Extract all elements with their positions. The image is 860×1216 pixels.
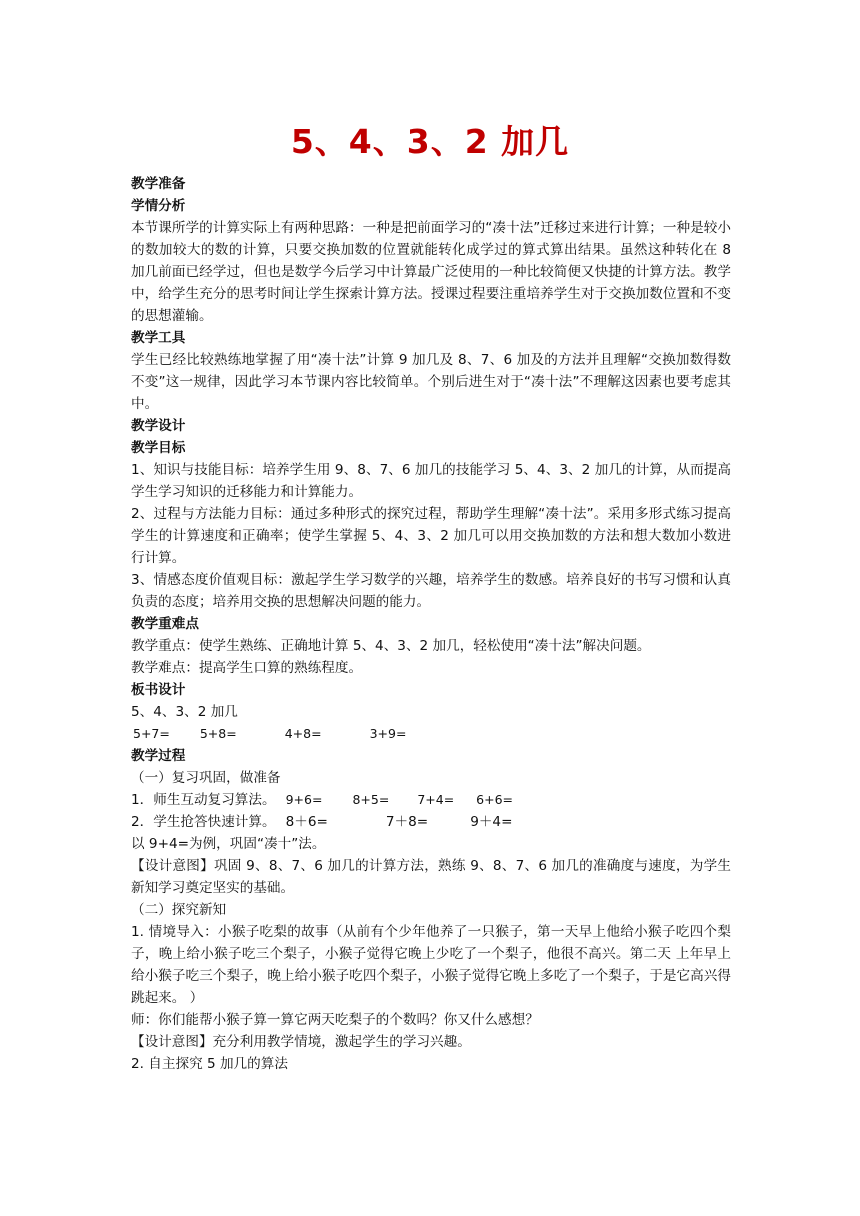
review-expr: 8＋6= — [285, 814, 328, 830]
review-expr: 7+4= — [417, 792, 455, 807]
board-expr: 4+8= — [284, 726, 322, 741]
board-title: 5、4、3、2 加几 — [131, 704, 238, 720]
document-body — [131, 173, 731, 1075]
heading-key-points: 教学重难点 — [131, 616, 199, 632]
goal-item-2: 2、过程与方法能力目标：通过多种形式的探究过程，帮助学生理解“凑十法”。采用多形式练习提高学生的计算速度和正确率；使学生掌握 5、4、3、2 加几可以用交换加数的方法和想大数加小数进行计算。 — [131, 506, 731, 566]
heading-tools: 教学工具 — [131, 330, 186, 346]
review-expr: 8+5= — [352, 792, 390, 807]
page-title: 5、4、3、2 加几 — [290, 122, 570, 161]
key-point: 教学重点：使学生熟练、正确地计算 5、4、3、2 加几，轻松使用“凑十法”解决问题。 — [131, 638, 651, 654]
heading-analysis: 学情分析 — [131, 198, 186, 214]
design-intent-1: 【设计意图】巩固 9、8、7、6 加几的计算方法，熟练 9、8、7、6 加几的准确度与速度，为学生新知学习奠定坚实的基础。 — [131, 858, 731, 896]
review-expr: 6+6= — [476, 792, 514, 807]
heading-design: 教学设计 — [131, 418, 186, 434]
board-expr: 5+7= — [133, 726, 170, 741]
section-review: （一）复习巩固，做准备 — [131, 770, 281, 786]
review-item-2 — [131, 811, 731, 833]
board-expressions — [131, 723, 731, 745]
story-paragraph: 1. 情境导入：小猴子吃梨的故事（从前有个少年他养了一只猴子，第一天早上他给小猴子吃四个梨子，晚上给小猴子吃三个梨子，小猴子觉得它晚上少吃了一个梨子，他很不高兴。第二天 上年早上给小猴子吃三个梨子，晚上给小猴子吃四个梨子，小猴子觉得它晚上多吃了一个梨子，于是它高兴得跳起来。 ） — [131, 924, 731, 1006]
paragraph-analysis: 本节课所学的计算实际上有两种思路：一种是把前面学习的“凑十法”迁移过来进行计算；一种是较小的数加较大的数的计算，只要交换加数的位置就能转化成学过的算式算出结果。虽然这种转化在 8 加几前面已经学过，但也是数学今后学习中计算最广泛使用的一种比较简便又快捷的计算方法。教学中，给学生充分的思考时间让学生探索计算方法。授课过程要注重培养学生对于交换加数位置和不变的思想灌输。 — [131, 220, 731, 324]
heading-goals: 教学目标 — [131, 440, 186, 456]
review-example: 以 9+4=为例，巩固“凑十”法。 — [131, 836, 326, 852]
goal-item-3: 3、情感态度价值观目标：激起学生学习数学的兴趣，培养学生的数感。培养良好的书写习惯和认真负责的态度；培养用交换的思想解决问题的能力。 — [131, 572, 731, 610]
paragraph-tools: 学生已经比较熟练地掌握了用“凑十法”计算 9 加几及 8、7、6 加及的方法并且理解“交换加数得数不变”这一规律，因此学习本节课内容比较简单。个别后进生对于“凑十法”不理解这因素也要考虑其中。 — [131, 352, 731, 412]
explore-heading: 2. 自主探究 5 加几的算法 — [131, 1056, 288, 1072]
review-item-1 — [131, 789, 731, 811]
section-explore: （二）探究新知 — [131, 902, 227, 918]
review-expr: 9＋4= — [470, 814, 513, 830]
review-expr: 7＋8= — [385, 814, 429, 830]
heading-process: 教学过程 — [131, 748, 186, 764]
goal-item-1: 1、知识与技能目标：培养学生用 9、8、7、6 加几的技能学习 5、4、3、2 加几的计算，从而提高学生学习知识的迁移能力和计算能力。 — [131, 462, 731, 500]
review-label: 2．学生抢答快速计算。 — [131, 814, 276, 830]
review-label: 1．师生互动复习算法。 — [131, 792, 276, 808]
difficulty-point: 教学难点：提高学生口算的熟练程度。 — [131, 660, 363, 676]
design-intent-2: 【设计意图】充分利用教学情境，激起学生的学习兴趣。 — [131, 1034, 471, 1050]
board-expr: 3+9= — [369, 726, 407, 741]
teacher-question: 师：你们能帮小猴子算一算它两天吃梨子的个数吗？你又什么感想？ — [131, 1012, 539, 1028]
heading-board: 板书设计 — [131, 682, 186, 698]
heading-teaching-prep: 教学准备 — [131, 176, 186, 192]
review-expr: 9+6= — [285, 792, 323, 807]
board-expr: 5+8= — [199, 726, 237, 741]
